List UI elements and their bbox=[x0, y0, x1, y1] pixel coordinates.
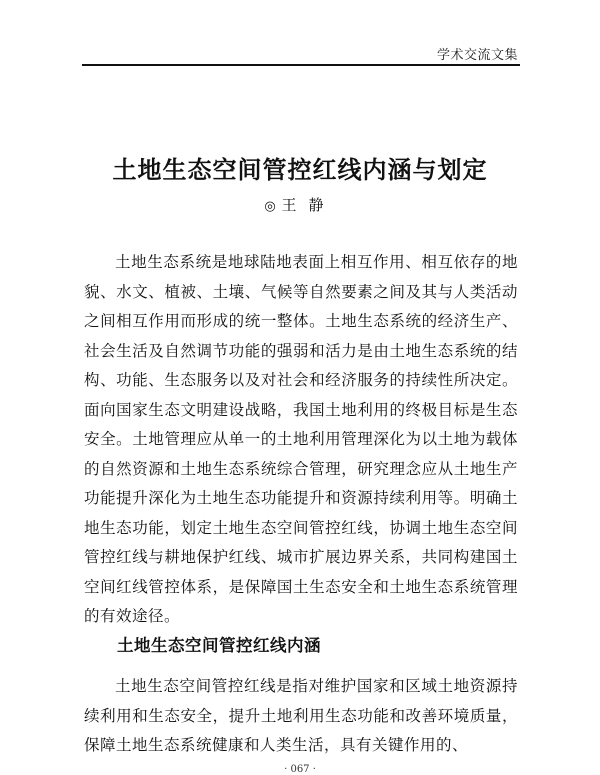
section-heading: 土地生态空间管控红线内涵 bbox=[117, 636, 321, 655]
section-paragraph: 土地生态空间管控红线是指对维护国家和区域土地资源持续利用和生态安全，提升土地利用生态功能和改善环境质量，保障土地生态系统健康和人类生活，具有关键作用的、 bbox=[84, 677, 518, 754]
page-number: · 067 · bbox=[284, 764, 316, 775]
author-line bbox=[0, 194, 600, 215]
intro-paragraph: 土地生态系统是地球陆地表面上相互作用、相互依存的地貌、水文、植被、土壤、气候等自然要素之间及其与人类活动之间相互作用而形成的统一整体。土地生态系统的经济生产、社会生活及自然调节功能的强弱和活力是由土地生态系统的结构、功能、生态服务以及对社会和经济服务的持续性所决定。面向国家生态文明建设战略，我国土地利用的终极目标是生态安全。土地管理应从单一的土地利用管理深化为以土地为载体的自然资源和土地生态系统综合管理，研究理念应从土地生产功能提升深化为土地生态功能提升和资源持续利用等。明确土地生态功能，划定土地生态空间管控红线，协调土地生态空间管控红线与耕地保护红线、城市扩展边界关系，共同构建国土空间红线管控体系，是保障国土生态安全和土地生态系统管理的有效途径。 bbox=[84, 253, 518, 625]
page-header bbox=[0, 0, 600, 72]
article-title: 土地生态空间管控红线内涵与划定 bbox=[112, 156, 488, 184]
header-rule bbox=[82, 64, 520, 66]
header-label: 学术交流文集 bbox=[436, 48, 518, 63]
author-name: 王静 bbox=[281, 196, 336, 214]
author-mark: ◎ bbox=[264, 199, 276, 214]
